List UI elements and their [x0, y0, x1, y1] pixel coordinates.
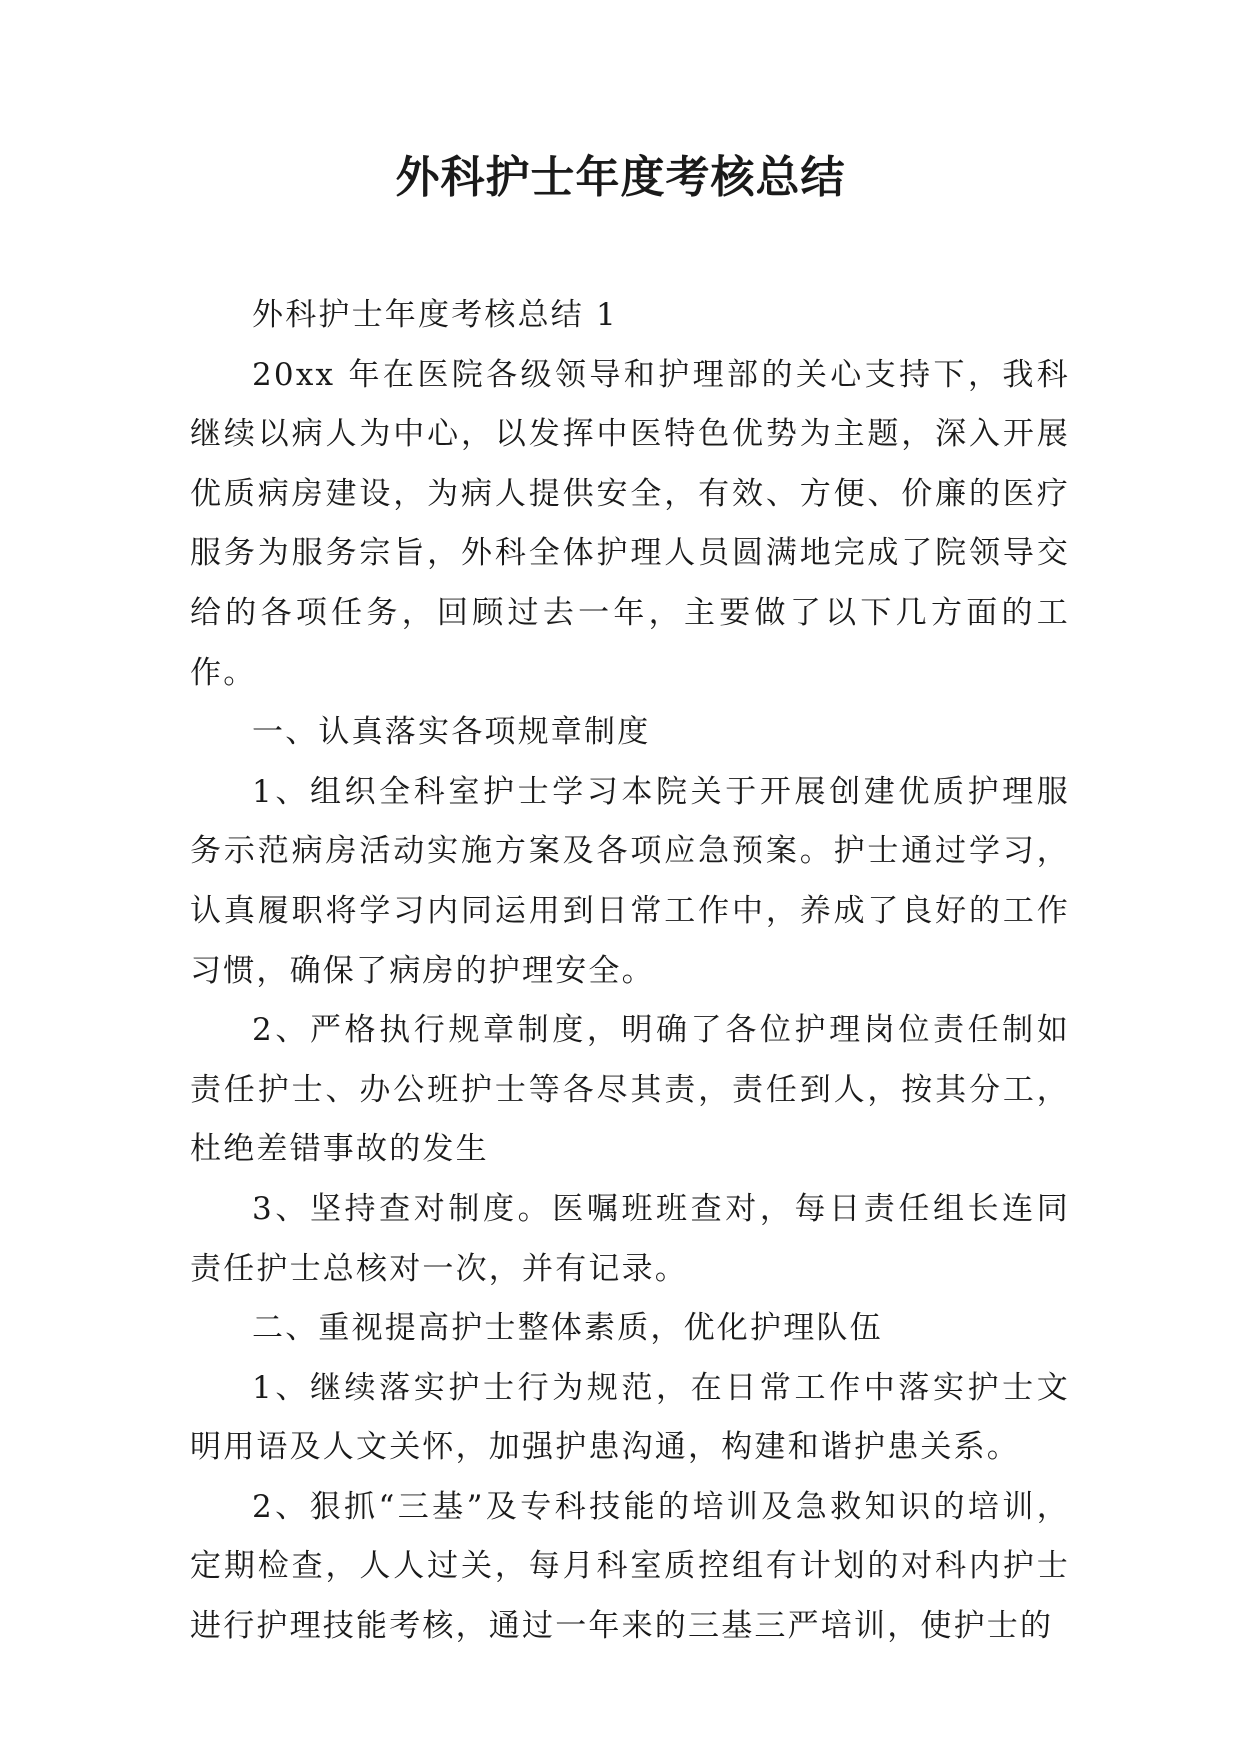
- paragraph: 2、狠抓“三基”及专科技能的培训及急救知识的培训，定期检查，人人过关，每月科室质控组有计划的对科内护士进行护理技能考核，通过一年来的三基三严培训，使护士的: [190, 1488, 1070, 1645]
- document-title: 外科护士年度考核总结: [395, 152, 846, 203]
- section-heading: 一、认真落实各项规章制度: [252, 714, 651, 751]
- paragraph: 1、组织全科室护士学习本院关于开展创建优质护理服务示范病房活动实施方案及各项应急预案。护士通过学习，认真履职将学习内同运用到日常工作中，养成了良好的工作习惯，确保了病房的护理安全。: [190, 773, 1070, 989]
- document-body: [190, 286, 1070, 1657]
- paragraph: 3、坚持查对制度。医嘱班班查对，每日责任组长连同责任护士总核对一次，并有记录。: [190, 1190, 1070, 1287]
- paragraph: 20xx 年在医院各级领导和护理部的关心支持下，我科继续以病人为中心，以发挥中医特色优势为主题，深入开展优质病房建设，为病人提供安全，有效、方便、价廉的医疗服务为服务宗旨，外科全体护理人员圆满地完成了院领导交给的各项任务，回顾过去一年，主要做了以下几方面的工作。: [190, 356, 1070, 691]
- paragraph: 2、严格执行规章制度，明确了各位护理岗位责任制如责任护士、办公班护士等各尽其责，责任到人，按其分工，杜绝差错事故的发生: [190, 1012, 1070, 1168]
- paragraph: 1、继续落实护士行为规范，在日常工作中落实护士文明用语及人文关怀，加强护患沟通，构建和谐护患关系。: [190, 1369, 1070, 1466]
- section-heading: 二、重视提高护士整体素质，优化护理队伍: [252, 1310, 883, 1347]
- section-heading: 外科护士年度考核总结 1: [252, 297, 618, 333]
